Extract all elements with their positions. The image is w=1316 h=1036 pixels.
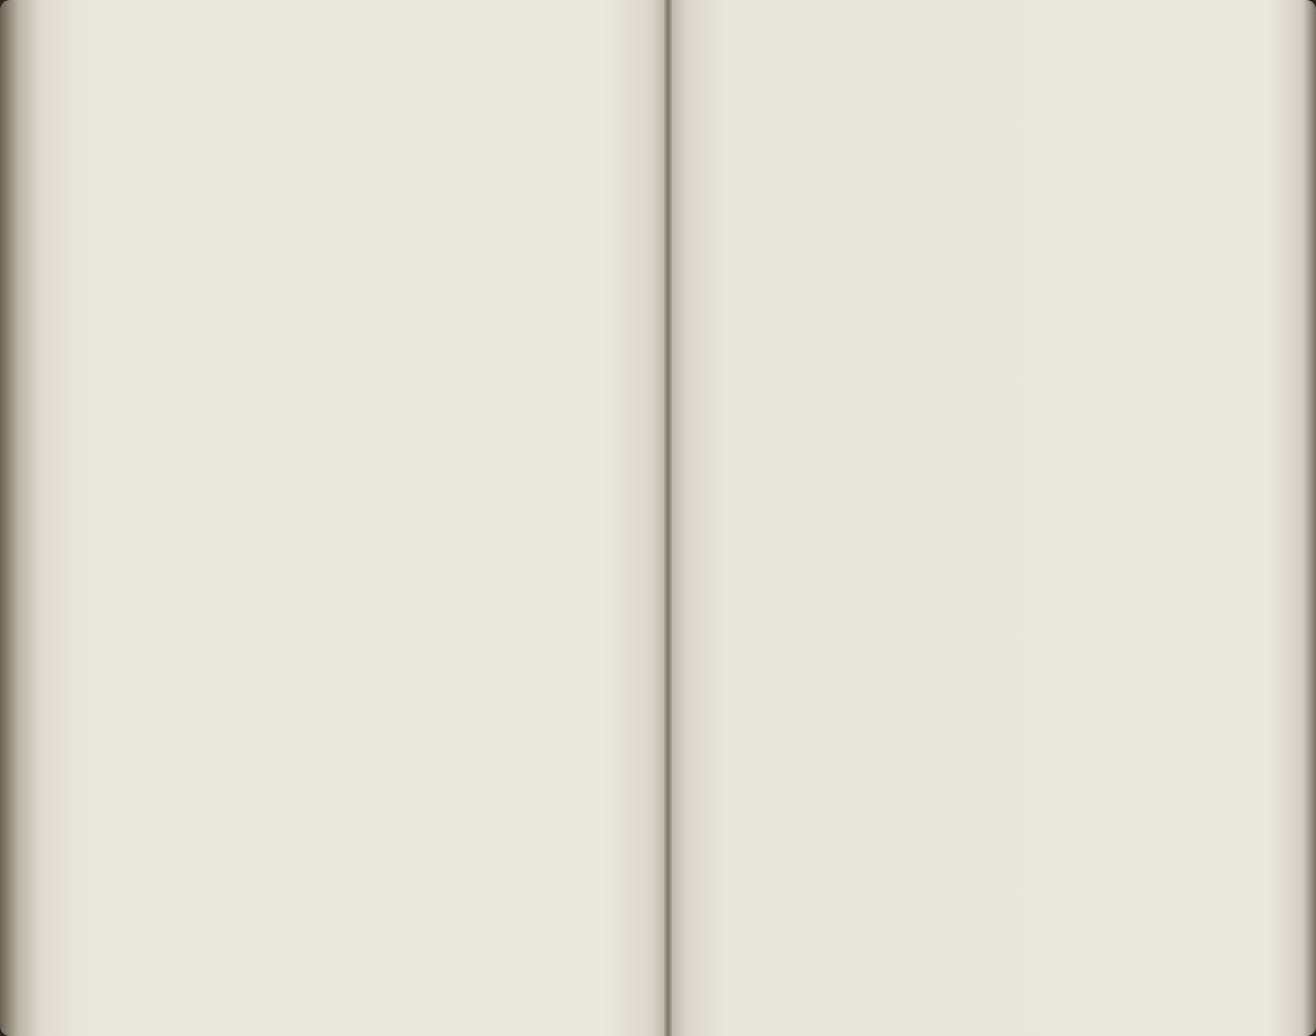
right-page (668, 0, 1316, 1036)
book-gutter (664, 0, 672, 1036)
